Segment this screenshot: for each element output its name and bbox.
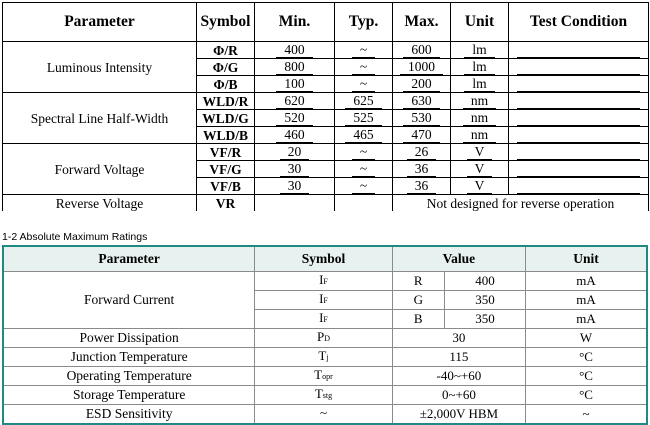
unit-value: V <box>467 145 493 160</box>
symbol-cell: PD <box>255 329 392 348</box>
min-value: 30 <box>280 179 310 194</box>
parameter-cell: Forward Voltage <box>3 144 197 195</box>
typ-value: ~ <box>352 60 375 75</box>
table-row <box>3 405 647 425</box>
symbol-cell: VR <box>197 195 255 212</box>
test-condition-cell <box>509 42 649 59</box>
unit-value: lm <box>464 77 494 92</box>
min-value: 520 <box>276 111 312 126</box>
absolute-max-ratings-table <box>2 245 648 425</box>
test-condition-cell <box>509 93 649 110</box>
table-header-row <box>3 246 647 272</box>
value-cell: 350 <box>444 291 525 310</box>
symbol-cell: VF/B <box>197 178 255 195</box>
symbol-cell: WLD/R <box>197 93 255 110</box>
value-cell: 350 <box>444 310 525 329</box>
max-value: 36 <box>407 162 437 177</box>
parameter-cell: ESD Sensitivity <box>3 405 255 425</box>
parameter-cell: Reverse Voltage <box>3 195 197 212</box>
test-condition-cell <box>509 144 649 161</box>
column-header: Parameter <box>3 3 197 42</box>
column-header: Unit <box>526 246 647 272</box>
max-value: 26 <box>407 145 437 160</box>
test-condition-cell <box>509 161 649 178</box>
symbol-cell: WLD/G <box>197 110 255 127</box>
typ-value: ~ <box>352 162 375 177</box>
min-value: 400 <box>276 43 312 58</box>
unit-value: nm <box>463 94 496 109</box>
channel-cell: B <box>392 310 444 329</box>
section-caption: 1-2 Absolute Maximum Ratings <box>2 231 148 243</box>
unit-cell: mA <box>526 310 647 329</box>
table-row <box>3 367 647 386</box>
table-row <box>3 329 647 348</box>
typ-value: ~ <box>352 43 375 58</box>
column-header: Unit <box>451 3 509 42</box>
unit-value: V <box>467 179 493 194</box>
value-cell: -40~+60 <box>392 367 525 386</box>
symbol-cell: Tstg <box>255 386 392 405</box>
table-row <box>3 195 649 212</box>
column-header: Symbol <box>255 246 392 272</box>
symbol-cell: IF <box>255 272 392 291</box>
min-value: 100 <box>276 77 312 92</box>
unit-cell: °C <box>526 367 647 386</box>
max-value: 530 <box>403 111 439 126</box>
max-value: 600 <box>403 43 439 58</box>
unit-value: lm <box>464 43 494 58</box>
value-cell: 30 <box>392 329 525 348</box>
typ-value: ~ <box>352 179 375 194</box>
column-header: Min. <box>255 3 335 42</box>
column-header: Value <box>392 246 525 272</box>
symbol-cell: Φ/G <box>197 59 255 76</box>
table-row <box>3 144 649 161</box>
unit-value: V <box>467 162 493 177</box>
symbol-cell: Topr <box>255 367 392 386</box>
column-header: Max. <box>393 3 451 42</box>
table-row <box>3 386 647 405</box>
parameter-cell: Operating Temperature <box>3 367 255 386</box>
value-cell: 400 <box>444 272 525 291</box>
test-condition-cell <box>509 59 649 76</box>
min-value: 800 <box>276 60 312 75</box>
unit-value: nm <box>463 128 496 143</box>
column-header: Typ. <box>335 3 393 42</box>
table-row <box>3 348 647 367</box>
table-row <box>3 42 649 59</box>
max-value: 200 <box>403 77 439 92</box>
symbol-cell: VF/G <box>197 161 255 178</box>
unit-cell: mA <box>526 291 647 310</box>
symbol-cell: VF/R <box>197 144 255 161</box>
test-condition-cell <box>509 178 649 195</box>
typ-value: 465 <box>345 128 381 143</box>
column-header: Parameter <box>3 246 255 272</box>
min-value: 620 <box>276 94 312 109</box>
parameter-cell: Junction Temperature <box>3 348 255 367</box>
parameter-cell: Storage Temperature <box>3 386 255 405</box>
typ-value: ~ <box>352 77 375 92</box>
parameter-cell: Forward Current <box>3 272 255 329</box>
parameter-cell: Luminous Intensity <box>3 42 197 93</box>
test-condition-cell <box>509 110 649 127</box>
max-value: 1000 <box>400 60 443 75</box>
min-value: 30 <box>280 162 310 177</box>
channel-cell: G <box>392 291 444 310</box>
reverse-note: Not designed for reverse operation <box>393 195 649 212</box>
max-value: 470 <box>403 128 439 143</box>
typ-value: 525 <box>345 111 381 126</box>
channel-cell: R <box>392 272 444 291</box>
column-header: Symbol <box>197 3 255 42</box>
characteristics-table <box>2 2 649 211</box>
min-value: 460 <box>276 128 312 143</box>
test-condition-cell <box>509 76 649 93</box>
column-header: Test Condition <box>509 3 649 42</box>
table-header-row <box>3 3 649 42</box>
symbol-cell: IF <box>255 310 392 329</box>
value-cell: 115 <box>392 348 525 367</box>
test-condition-cell <box>509 127 649 144</box>
value-cell: ±2,000V HBM <box>392 405 525 425</box>
unit-value: lm <box>464 60 494 75</box>
symbol-cell: Tj <box>255 348 392 367</box>
table-row <box>3 93 649 110</box>
symbol-cell: WLD/B <box>197 127 255 144</box>
min-value: 20 <box>280 145 310 160</box>
symbol-cell: Φ/B <box>197 76 255 93</box>
max-value: 630 <box>403 94 439 109</box>
parameter-cell: Spectral Line Half-Width <box>3 93 197 144</box>
symbol-cell: IF <box>255 291 392 310</box>
typ-value: ~ <box>352 145 375 160</box>
unit-cell: ~ <box>526 405 647 425</box>
max-value: 36 <box>407 179 437 194</box>
table-row <box>3 272 647 291</box>
unit-cell: W <box>526 329 647 348</box>
unit-cell: °C <box>526 348 647 367</box>
parameter-cell: Power Dissipation <box>3 329 255 348</box>
value-cell: 0~+60 <box>392 386 525 405</box>
unit-cell: °C <box>526 386 647 405</box>
unit-cell: mA <box>526 272 647 291</box>
symbol-cell: Φ/R <box>197 42 255 59</box>
unit-value: nm <box>463 111 496 126</box>
typ-value: 625 <box>345 94 381 109</box>
symbol-cell: ~ <box>255 405 392 425</box>
